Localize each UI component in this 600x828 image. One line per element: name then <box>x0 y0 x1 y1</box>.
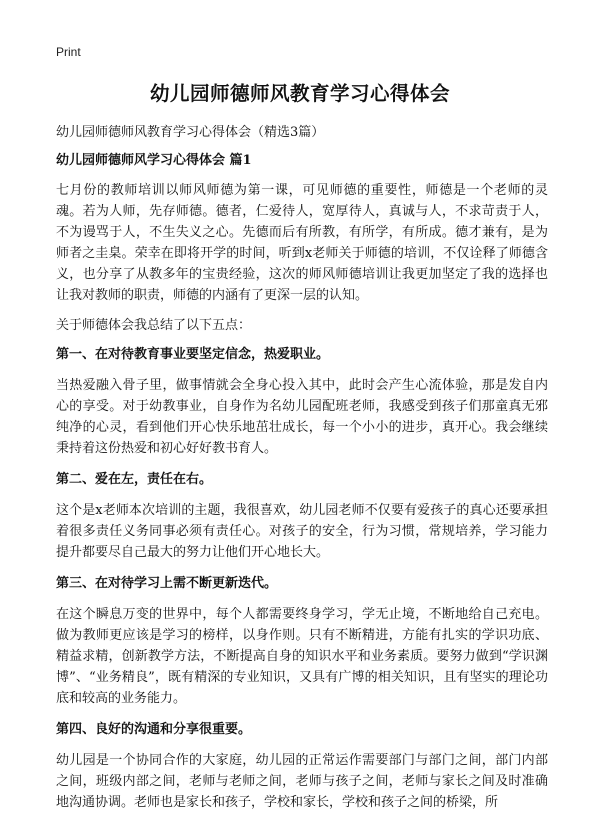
section-heading: 第四、良好的沟通和分享很重要。 <box>56 722 252 737</box>
intro-paragraph: 七月份的教师培训以师风师德为第一课，可见师德的重要性，师德是一个老师的灵魂。若为人师，先存师德。德者，仁爱待人，宽厚待人，真诚与人，不求苛责于人，不为谩骂于人，不生失义之心。先德而后有所教，有所学，有所成。德才兼有，是为师者之圭臬。荣幸在即将开学的时间，听到x老师关于师德的培训，不仅诠释了师德含义，也分享了从教多年的宝贵经验，这次的师风师德培训让我更加坚定了我的选择也让我对教师的职责，师德的内涵有了更深一层的认知。 <box>56 183 548 303</box>
section-paragraph: 在这个瞬息万变的世界中，每个人都需要终身学习，学无止境，不断地给自己充电。做为教师更应该是学习的榜样，以身作则。只有不断精进，方能有扎实的学识功底、精益求精，创新教学方法，不断提高自身的知识水平和业务素质。要努力做到“学识渊博”、“业务精良”，既有精深的专业知识，又具有广博的相关知识，且有坚实的理论功底和较高的业务能力。 <box>56 607 548 706</box>
section-heading: 第三、在对待学习上需不断更新迭代。 <box>56 576 278 591</box>
document-content <box>56 150 548 813</box>
article-heading: 幼儿园师德师风学习心得体会 篇1 <box>56 153 252 168</box>
document-subtitle: 幼儿园师德师风教育学习心得体会（精选3篇） <box>56 125 325 140</box>
section-heading: 第一、在对待教育事业要坚定信念，热爱职业。 <box>56 347 330 362</box>
print-label: Print <box>56 45 81 59</box>
summary-line: 关于师德体会我总结了以下五点： <box>56 318 252 333</box>
section-paragraph: 当热爱融入骨子里，做事情就会全身心投入其中，此时会产生心流体验，那是发自内心的享受。对于幼教事业，自身作为名幼儿园配班老师，我感受到孩子们那童真无邪纯净的心灵，看到他们开心快乐地茁壮成长，每一个小小的进步，真开心。我会继续秉持着这份热爱和初心好好教书育人。 <box>56 378 548 456</box>
section-paragraph: 这个是x老师本次培训的主题，我很喜欢，幼儿园老师不仅要有爱孩子的真心还要承担着很多责任义务同事必须有责任心。对孩子的安全，行为习惯，常规培养，学习能力提升都要尽自己最大的努力让他们开心地长大。 <box>56 503 548 560</box>
section-paragraph: 幼儿园是一个协同合作的大家庭，幼儿园的正常运作需要部门与部门之间，部门内部之间，班级内部之间，老师与老师之间，老师与孩子之间，老师与家长之间及时准确地沟通协调。老师也是家长和孩子，学校和家长，学校和孩子之间的桥梁，所 <box>56 753 548 810</box>
section-heading: 第二、爱在左，责任在右。 <box>56 472 213 487</box>
document-title: 幼儿园师德师风教育学习心得体会 <box>149 82 450 105</box>
